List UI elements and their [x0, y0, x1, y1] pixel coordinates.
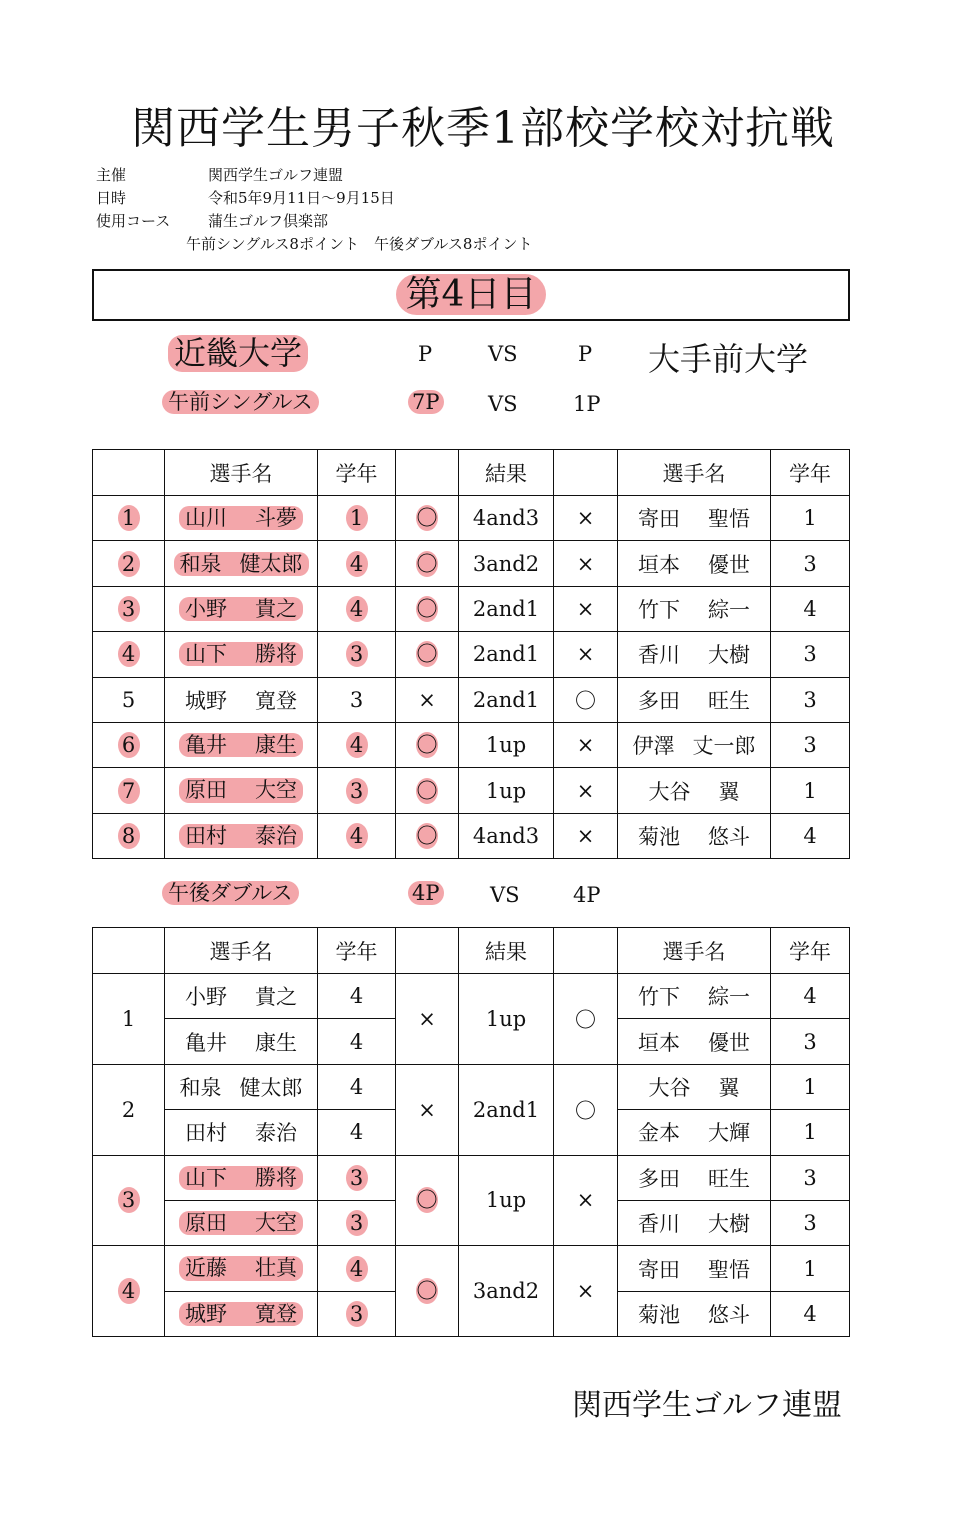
event-info: [0, 164, 966, 264]
opponent-name-given: 聖悟: [708, 507, 750, 532]
singles-vs: VS: [488, 392, 518, 416]
opponent-mark: ×: [554, 586, 618, 631]
opponent-name-family: 伊澤: [632, 734, 675, 759]
player-name: [165, 813, 318, 858]
header-result: 結果: [459, 928, 554, 974]
footer-organizer: 関西学生ゴルフ連盟: [572, 1388, 842, 1423]
opponent-mark: ×: [554, 722, 618, 767]
player-name-given: 壮真: [255, 1256, 297, 1281]
table-row: [93, 586, 850, 631]
opponent-grade: 3: [771, 1155, 850, 1200]
table-row: [93, 722, 850, 767]
header-row: [93, 450, 850, 496]
player-grade: [318, 768, 396, 813]
singles-table: [92, 449, 850, 859]
header-no: [93, 450, 165, 496]
opponent-name: [618, 586, 771, 631]
opponent-name: [618, 496, 771, 541]
player-name: [165, 496, 318, 541]
team-right-points: P: [578, 342, 593, 366]
player-name-family: 小野: [185, 985, 227, 1010]
opponent-mark: 〇: [554, 1064, 618, 1155]
opponent-name: [618, 677, 771, 722]
match-number: [93, 768, 165, 813]
player-grade: [318, 632, 396, 677]
opponent-name-given: 優世: [708, 1030, 750, 1055]
day-banner: [92, 269, 850, 321]
player-grade: 4: [318, 1110, 396, 1155]
opponent-grade: 4: [771, 1291, 850, 1336]
header-opp-grade: 学年: [771, 450, 850, 496]
player-grade: 4: [318, 1064, 396, 1109]
opponent-name: [618, 974, 771, 1019]
table-row: [93, 677, 850, 722]
player-name-given: 健太郎: [239, 1075, 303, 1100]
result-mark-text: 〇: [416, 733, 438, 758]
player-name-text: [179, 1211, 303, 1235]
player-name-family: 田村: [185, 1121, 227, 1146]
result-mark: ×: [396, 974, 459, 1065]
format-note: 午前シングルス8ポイント 午後ダブルス8ポイント: [186, 235, 533, 253]
player-grade-text: 4: [346, 1256, 368, 1282]
player-name-text: [179, 1166, 303, 1190]
result-score: 3and2: [459, 1246, 554, 1337]
player-name-family: 亀井: [185, 1030, 227, 1055]
result-score: 1up: [459, 722, 554, 767]
opponent-name-family: 大谷: [648, 1075, 691, 1100]
result-score: 1up: [459, 974, 554, 1065]
day-label: 第4日目: [396, 274, 547, 315]
player-name-text: [185, 1031, 297, 1055]
opponent-name-family: 大谷: [648, 779, 691, 804]
player-name-text: [179, 597, 303, 621]
opponent-name-text: [638, 1121, 750, 1145]
player-grade-text: 1: [346, 505, 368, 531]
result-mark: [396, 586, 459, 631]
doubles-right-points: 4P: [573, 883, 601, 907]
result-mark: [396, 813, 459, 858]
match-number-text: 3: [118, 596, 140, 622]
opponent-name-text: [649, 780, 740, 804]
player-name: [165, 541, 318, 586]
player-name-text: [179, 733, 303, 757]
opponent-name: [618, 541, 771, 586]
header-player: 選手名: [165, 450, 318, 496]
opponent-name: [618, 1200, 771, 1245]
player-name-family: 城野: [185, 1301, 227, 1326]
result-mark-text: 〇: [416, 1279, 438, 1304]
match-number: 5: [93, 677, 165, 722]
player-grade-text: 4: [346, 823, 368, 849]
opponent-name-given: 大樹: [708, 643, 750, 668]
player-name: [165, 1064, 318, 1109]
match-number-text: 6: [118, 732, 140, 758]
player-name: [165, 768, 318, 813]
opponent-name-given: 翼: [718, 1075, 740, 1100]
header-opp-grade: 学年: [771, 928, 850, 974]
opponent-grade: 3: [771, 677, 850, 722]
header-mark: [396, 450, 459, 496]
opponent-name-text: [638, 825, 750, 849]
opponent-name-text: [638, 507, 750, 531]
result-mark-text: 〇: [416, 823, 438, 848]
player-grade-text: 4: [346, 596, 368, 622]
player-name: [165, 1200, 318, 1245]
player-grade: [318, 722, 396, 767]
result-score: 1up: [459, 1155, 554, 1246]
player-name-family: 原田: [185, 778, 227, 803]
opponent-grade: 3: [771, 722, 850, 767]
doubles-label-text: 午後ダブルス: [162, 881, 299, 905]
header-row: [93, 928, 850, 974]
player-grade: 3: [318, 677, 396, 722]
player-grade: [318, 1291, 396, 1336]
player-name-text: [179, 778, 303, 802]
opponent-name-family: 竹下: [638, 985, 680, 1010]
opponent-name-family: 香川: [638, 1212, 680, 1237]
team-left-name: 近畿大学: [168, 335, 308, 372]
result-mark: ×: [396, 1064, 459, 1155]
player-grade-text: 3: [346, 778, 368, 804]
player-name-family: 原田: [185, 1211, 227, 1236]
date-value: 令和5年9月11日～9月15日: [208, 189, 395, 207]
header-opp-player: 選手名: [618, 928, 771, 974]
page-title: 関西学生男子秋季1部校学校対抗戦: [131, 103, 835, 154]
header-grade: 学年: [318, 928, 396, 974]
header-player: 選手名: [165, 928, 318, 974]
opponent-name-given: 綜一: [708, 985, 750, 1010]
doubles-left-points-text: 4P: [408, 881, 444, 905]
singles-left-points-text: 7P: [408, 390, 444, 414]
singles-label-text: 午前シングルス: [162, 390, 319, 414]
player-name: [165, 632, 318, 677]
doubles-label: [162, 881, 299, 905]
opponent-grade: 1: [771, 496, 850, 541]
opponent-name-given: 悠斗: [708, 824, 750, 849]
player-grade: [318, 1200, 396, 1245]
player-grade-text: 3: [346, 1301, 368, 1327]
match-number-text: 1: [118, 505, 140, 531]
organizer-value: 関西学生ゴルフ連盟: [208, 166, 344, 184]
opponent-grade: 4: [771, 974, 850, 1019]
opponent-name-given: 聖悟: [708, 1257, 750, 1282]
result-mark-text: 〇: [416, 596, 438, 621]
player-grade: [318, 1155, 396, 1200]
result-mark-text: 〇: [416, 551, 438, 576]
opponent-name: [618, 722, 771, 767]
opponent-name-text: [638, 985, 750, 1009]
match-number: [93, 586, 165, 631]
opponent-mark: ×: [554, 632, 618, 677]
pair-number: [93, 1155, 165, 1246]
player-name-given: 泰治: [255, 823, 297, 848]
player-name-given: 康生: [255, 1030, 297, 1055]
opponent-name-family: 金本: [638, 1121, 680, 1146]
opponent-name-family: 垣本: [638, 552, 680, 577]
opponent-name-text: [638, 598, 750, 622]
player-name-given: 大空: [255, 1211, 297, 1236]
opponent-name: [618, 632, 771, 677]
opponent-name-family: 多田: [638, 688, 680, 713]
player-grade-text: 4: [346, 732, 368, 758]
player-grade: [318, 1246, 396, 1291]
player-name-text: [179, 506, 303, 530]
opponent-grade: 1: [771, 1246, 850, 1291]
opponent-grade: 1: [771, 1110, 850, 1155]
player-grade-text: 4: [346, 551, 368, 577]
team-left-points: P: [418, 342, 433, 366]
opponent-grade: 3: [771, 1019, 850, 1064]
opponent-name: [618, 813, 771, 858]
result-mark: [396, 1155, 459, 1246]
table-row: [93, 974, 850, 1019]
pair-number: 2: [93, 1064, 165, 1155]
opponent-mark: ×: [554, 1155, 618, 1246]
opponent-grade: 3: [771, 632, 850, 677]
header-opp-player: 選手名: [618, 450, 771, 496]
match-number-text: 7: [118, 778, 140, 804]
course-label: 使用コース: [96, 212, 171, 230]
doubles-vs: VS: [490, 883, 520, 907]
opponent-name-text: [638, 1167, 750, 1191]
result-mark-text: 〇: [416, 1188, 438, 1213]
result-score: 3and2: [459, 541, 554, 586]
player-name: [165, 722, 318, 767]
opponent-name-given: 優世: [708, 552, 750, 577]
opponent-grade: 1: [771, 768, 850, 813]
opponent-grade: 3: [771, 541, 850, 586]
player-name-family: 山川: [185, 506, 227, 531]
table-row: [93, 1155, 850, 1200]
match-number-text: 2: [118, 551, 140, 577]
opponent-name-given: 翼: [718, 779, 740, 804]
player-name: [165, 1155, 318, 1200]
singles-right-points: 1P: [573, 392, 601, 416]
opponent-name-text: [649, 1076, 740, 1100]
team-right-name: 大手前大学: [648, 340, 809, 378]
match-number: [93, 813, 165, 858]
result-mark: [396, 496, 459, 541]
header-omark: [554, 450, 618, 496]
opponent-name-family: 菊池: [638, 824, 680, 849]
opponent-mark: ×: [554, 541, 618, 586]
opponent-name-text: [638, 689, 750, 713]
player-name-text: [179, 1256, 303, 1280]
player-name-given: 勝将: [255, 642, 297, 667]
header-no: [93, 928, 165, 974]
player-name-text: [185, 1121, 297, 1145]
player-grade-text: 3: [346, 1210, 368, 1236]
player-grade: [318, 586, 396, 631]
opponent-name-given: 旺生: [708, 688, 750, 713]
opponent-name-text: [638, 553, 750, 577]
result-score: 2and1: [459, 586, 554, 631]
player-name: [165, 1019, 318, 1064]
opponent-name-family: 寄田: [638, 507, 680, 532]
result-score: 2and1: [459, 1064, 554, 1155]
opponent-name-text: [638, 1303, 750, 1327]
result-score: 2and1: [459, 632, 554, 677]
player-name-given: 健太郎: [239, 551, 303, 576]
match-number-text: 8: [118, 823, 140, 849]
opponent-grade: 4: [771, 586, 850, 631]
player-name-text: [179, 824, 303, 848]
opponent-name: [618, 1064, 771, 1109]
player-name-text: [179, 1302, 303, 1326]
date-label: 日時: [96, 189, 127, 207]
player-name-given: 寛登: [255, 688, 297, 713]
match-number-text: 4: [118, 641, 140, 667]
result-score: 2and1: [459, 677, 554, 722]
table-row: [93, 632, 850, 677]
opponent-name: [618, 1291, 771, 1336]
opponent-mark: ×: [554, 496, 618, 541]
singles-label: [162, 390, 319, 414]
player-name-text: [185, 985, 297, 1009]
opponent-name-given: 綜一: [708, 597, 750, 622]
opponent-name-family: 菊池: [638, 1302, 680, 1327]
player-grade: [318, 541, 396, 586]
player-name-given: 貴之: [255, 985, 297, 1010]
player-name-given: 泰治: [255, 1121, 297, 1146]
opponent-name-family: 寄田: [638, 1257, 680, 1282]
opponent-grade: 4: [771, 813, 850, 858]
result-mark: ×: [396, 677, 459, 722]
opponent-name-text: [638, 1212, 750, 1236]
player-name-family: 田村: [185, 823, 227, 848]
player-name: [165, 1291, 318, 1336]
opponent-name-family: 垣本: [638, 1030, 680, 1055]
result-mark-text: 〇: [416, 778, 438, 803]
singles-left-points: [408, 390, 444, 414]
player-name-family: 近藤: [185, 1256, 227, 1281]
opponent-name-text: [638, 1258, 750, 1282]
player-name-text: [174, 552, 309, 576]
player-name-text: [180, 1076, 303, 1100]
player-name-family: 城野: [185, 688, 227, 713]
doubles-left-points: [408, 881, 444, 905]
result-mark: [396, 632, 459, 677]
pair-number: [93, 1246, 165, 1337]
opponent-mark: 〇: [554, 974, 618, 1065]
player-name: [165, 1110, 318, 1155]
result-mark-text: 〇: [416, 642, 438, 667]
opponent-grade: 1: [771, 1064, 850, 1109]
opponent-name-text: [633, 734, 756, 758]
player-name: [165, 677, 318, 722]
player-grade-text: 3: [346, 641, 368, 667]
player-grade: 4: [318, 1019, 396, 1064]
pair-number-text: 4: [118, 1278, 140, 1304]
opponent-name: [618, 1019, 771, 1064]
table-row: [93, 813, 850, 858]
player-name-family: 山下: [185, 642, 227, 667]
result-mark: [396, 1246, 459, 1337]
match-number: [93, 541, 165, 586]
player-name: [165, 586, 318, 631]
opponent-name-given: 旺生: [708, 1166, 750, 1191]
player-name-family: 和泉: [179, 551, 222, 576]
opponent-name-given: 丈一郎: [692, 734, 756, 759]
organizer-label: 主催: [96, 166, 127, 184]
opponent-mark: ×: [554, 768, 618, 813]
opponent-mark: ×: [554, 813, 618, 858]
opponent-mark: 〇: [554, 677, 618, 722]
result-mark: [396, 722, 459, 767]
opponent-name-family: 多田: [638, 1166, 680, 1191]
opponent-name-given: 悠斗: [708, 1302, 750, 1327]
table-row: [93, 1064, 850, 1109]
match-number: [93, 722, 165, 767]
team-vs: VS: [488, 342, 518, 366]
opponent-grade: 3: [771, 1200, 850, 1245]
opponent-name: [618, 1155, 771, 1200]
match-number: [93, 632, 165, 677]
result-mark: [396, 768, 459, 813]
opponent-name: [618, 768, 771, 813]
team-left: [168, 334, 308, 372]
table-row: [93, 496, 850, 541]
player-name-text: [179, 642, 303, 666]
player-name-family: 和泉: [179, 1075, 222, 1100]
result-score: 4and3: [459, 496, 554, 541]
player-grade: [318, 496, 396, 541]
opponent-name-family: 竹下: [638, 597, 680, 622]
player-grade: [318, 813, 396, 858]
pair-number-text: 3: [118, 1187, 140, 1213]
match-number: [93, 496, 165, 541]
opponent-name: [618, 1246, 771, 1291]
player-name-family: 亀井: [185, 733, 227, 758]
result-mark-text: 〇: [416, 506, 438, 531]
result-score: 1up: [459, 768, 554, 813]
course-value: 蒲生ゴルフ倶楽部: [208, 212, 329, 230]
result-mark: [396, 541, 459, 586]
player-name-given: 勝将: [255, 1165, 297, 1190]
result-score: 4and3: [459, 813, 554, 858]
opponent-name-family: 香川: [638, 643, 680, 668]
player-name-given: 貴之: [255, 596, 297, 621]
player-name-given: 大空: [255, 778, 297, 803]
opponent-mark: ×: [554, 1246, 618, 1337]
opponent-name-text: [638, 1031, 750, 1055]
table-row: [93, 541, 850, 586]
player-name-given: 斗夢: [255, 506, 297, 531]
header-omark: [554, 928, 618, 974]
player-grade: 4: [318, 974, 396, 1019]
table-row: [93, 1246, 850, 1291]
player-name-given: 寛登: [255, 1301, 297, 1326]
doubles-table: [92, 927, 850, 1337]
opponent-name-text: [638, 643, 750, 667]
pair-number: 1: [93, 974, 165, 1065]
player-name: [165, 974, 318, 1019]
header-grade: 学年: [318, 450, 396, 496]
header-result: 結果: [459, 450, 554, 496]
player-name-family: 小野: [185, 596, 227, 621]
opponent-name: [618, 1110, 771, 1155]
player-name-text: [185, 689, 297, 713]
player-name: [165, 1246, 318, 1291]
table-row: [93, 768, 850, 813]
player-grade-text: 3: [346, 1165, 368, 1191]
opponent-name-given: 大輝: [708, 1121, 750, 1146]
player-name-family: 山下: [185, 1165, 227, 1190]
player-name-given: 康生: [255, 733, 297, 758]
header-mark: [396, 928, 459, 974]
opponent-name-given: 大樹: [708, 1212, 750, 1237]
